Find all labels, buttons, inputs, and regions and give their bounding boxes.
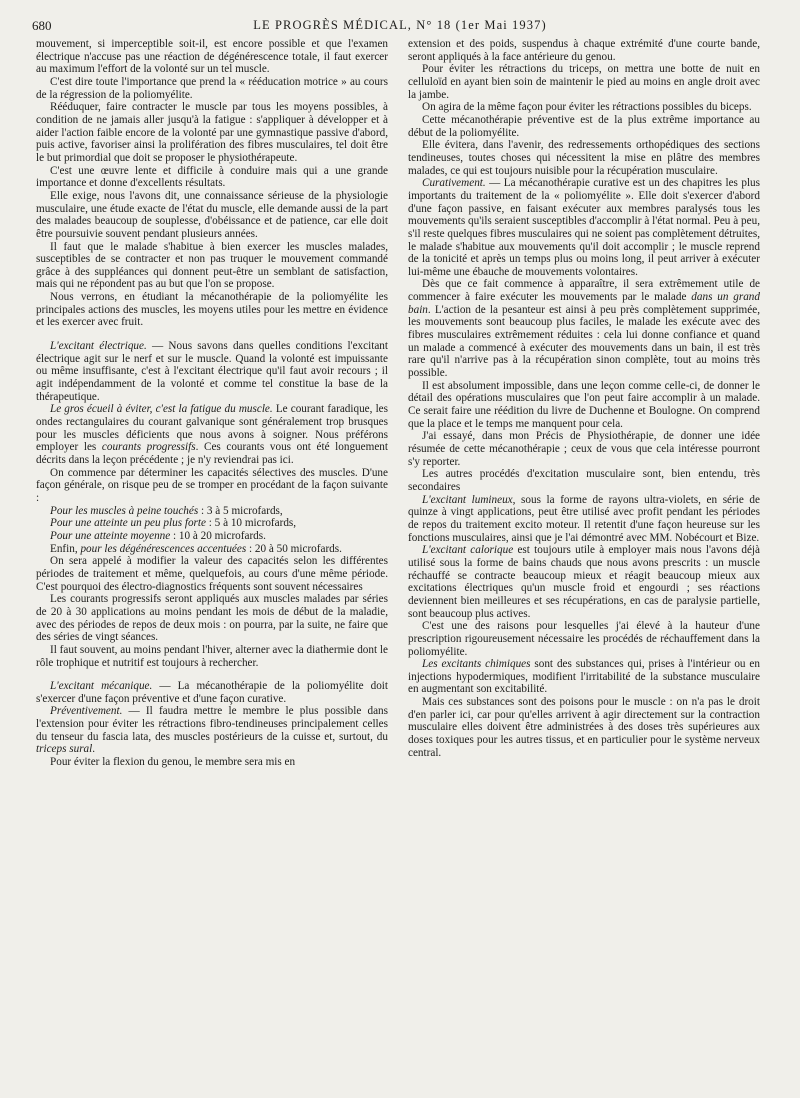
- body-text: : 3 à 5 microfards,: [198, 504, 283, 517]
- paragraph: [36, 756, 388, 769]
- paragraph: [408, 114, 760, 139]
- body-text: — La mécanothérapie de la poliomyélite doit s'exercer d'une façon préventive et d'une façon curative.: [36, 680, 389, 705]
- body-text: — Il faudra mettre le membre le plus possible dans l'extension pour éviter les rétractions fibro-tendineuses principalement celles du tenseur du fascia lata, des muscles postérieurs de la cuisse et, surtout, du: [36, 705, 388, 743]
- italic-text: Curativement.: [422, 177, 486, 190]
- body-text: C'est une œuvre lente et difficile à conduire mais qui a une grande importance et donne d'excellents résultats.: [36, 164, 388, 190]
- body-text: Il est absolument impossible, dans une leçon comme celle-ci, de donner le détail des opérations musculaires que l'on peut faire accomplir à un malade. Ce serait faire une réédition du livre de Duchenne et Boulogne. On comprend que la place et le temps me manquent pour cela.: [408, 379, 760, 430]
- paragraph: [36, 467, 388, 505]
- page-number: 680: [32, 18, 52, 33]
- running-head: LE PROGRÈS MÉDICAL, N° 18 (1er Mai 1937): [253, 18, 547, 32]
- body-text: Il faut que le malade s'habitue à bien exercer les muscles malades, susceptibles de se contracter et non pas truquer le mouvement commandé grâce à des suppléances qui donnent peut-être un semblant de satisfaction, mais qui ne répondent pas au but que l'on se propose.: [36, 240, 388, 291]
- paragraph: [36, 165, 388, 190]
- body-text: On agira de la même façon pour éviter les rétractions possibles du biceps.: [422, 101, 752, 114]
- paragraph: [408, 430, 760, 468]
- body-text: — La mécanothérapie curative est un des chapitres les plus importants du traitement de la « poliomyélite ». Elle doit s'exercer d'abord d'une façon passive, en faisant exécuter aux membres paralysés tous les mouvements qu'ils seraient susceptibles d'accomplir à l'état normal. Peu à peu, s'il reste quelques fibres musculaires qui ne soient pas complètement détruites, le malade s'habitue aux mouvements qu'il doit accomplir ; le muscle reprend de la tonicité et après un temps plus ou moins long, il peut arriver à exécuter lui-même une ébauche de mouvements volontaires.: [408, 177, 760, 278]
- list-item: [36, 517, 388, 530]
- body-text: Le courant faradique, les ondes rectangulaires du courant galvanique sont généralement trop brusques pour les muscles déficients que nous avons à soigner. Nous préférons employer les: [36, 403, 388, 454]
- body-text: J'ai essayé, dans mon Précis de Physiothérapie, de donner une idée résumée de cette mécanothérapie ; ceux de vous que cela intéresse pourront s'y reporter.: [408, 430, 760, 468]
- italic-text: L'excitant calorique: [422, 544, 514, 557]
- body-text: .: [92, 743, 96, 756]
- body-text: On sera appelé à modifier la valeur des capacités selon les différentes périodes de traitement et même, quelquefois, au cours d'une même période. C'est pourquoi des électro-diagnostics fréquents sont souvent nécessaires: [36, 555, 388, 593]
- paragraph: [408, 544, 760, 620]
- paragraph: [36, 291, 388, 329]
- paragraph: [408, 177, 760, 278]
- body-text: Pour éviter la flexion du genou, le membre sera mis en: [50, 756, 296, 769]
- paragraph: [408, 468, 760, 493]
- paragraph: [408, 63, 760, 101]
- italic-text: Le gros écueil à éviter, c'est la fatigue du muscle.: [50, 403, 273, 416]
- body-text: Les courants progressifs seront appliqués aux muscles malades par séries de 20 à 30 applications au moins pendant les mois de début de la maladie, avec des périodes de repos de deux mois : on pourra, par la suite, ne faire que des séries de vingt séances.: [36, 593, 388, 644]
- body-text: . Ces courants vous ont été longuement décrits dans la leçon précédente ; je n'y reviendrai pas ici.: [36, 441, 388, 466]
- italic-text: Pour les muscles à peine touchés: [50, 504, 199, 517]
- body-text: . L'action de la pesanteur est ainsi à peu près complètement supprimée, les mouvements sont beaucoup plus faciles, le malade les exécute avec des fibres musculaires extrêmement réduites : cela lui donne confiance et quand un malade a commencé à exécuter des mouvements dans un bain, il est très rare qu'il n'arrive pas à la récupération sinon complète, tout au moins très possible.: [408, 303, 760, 380]
- body-text: mouvement, si imperceptible soit-il, est encore possible et que l'examen électrique n'accuse pas une réaction de dégénérescence totale, il faut exercer au maximum l'effort de la volonté sur un tel muscle.: [36, 38, 388, 76]
- body-text: sont des substances qui, prises à l'intérieur ou en injections hypodermiques, modifient l'irritabilité de la substance musculaire en augmentant son excitabilité.: [408, 658, 760, 696]
- body-text: : 10 à 20 microfards.: [170, 529, 266, 542]
- body-text: Nous verrons, en étudiant la mécanothérapie de la poliomyélite les principales actions des muscles, les moyens utiles pour les mettre en évidence et les exercer avec fruit.: [36, 291, 388, 329]
- italic-text: dans un grand bain: [408, 291, 760, 316]
- paragraph: [36, 555, 388, 593]
- paragraph: [408, 620, 760, 658]
- body-text: C'est une des raisons pour lesquelles j'ai élevé à la hauteur d'une prescription rigoureusement nécessaire les procédés de réchauffement dans la poliomyélite.: [408, 620, 760, 658]
- body-text: : 20 à 50 microfards.: [246, 542, 342, 555]
- paragraph: [36, 705, 388, 756]
- body-text: On commence par déterminer les capacités sélectives des muscles. D'une façon générale, on risque peu de se tromper en procédant de la façon suivante :: [36, 466, 388, 504]
- italic-text: Pour une atteinte un peu plus forte: [50, 517, 206, 530]
- body-text: C'est dire toute l'importance que prend la « rééducation motrice » au cours de la régression de la poliomyélite.: [36, 75, 388, 101]
- list-item: [36, 505, 388, 518]
- paragraph: [408, 494, 760, 545]
- paragraph: [408, 380, 760, 431]
- paragraph: [36, 403, 388, 466]
- body-text: Enfin,: [50, 542, 81, 555]
- paragraph: [36, 543, 388, 556]
- body-text: Mais ces substances sont des poisons pour le muscle : on n'a pas le droit d'en parler ici, car pour qu'elles arrivent à agir directement sur la contraction musculaire elles doivent être administrées à des doses très supérieures aux doses toxiques pour les autres tissus, et en particulier pour le système nerveux central.: [408, 696, 760, 759]
- paragraph: [36, 241, 388, 292]
- paragraph: [408, 658, 760, 696]
- paragraph: [36, 190, 388, 241]
- italic-text: Les excitants chimiques: [422, 658, 531, 671]
- paragraph: [36, 340, 388, 403]
- paragraph: [408, 278, 760, 379]
- paragraph: [408, 38, 760, 63]
- body-text: Il faut souvent, au moins pendant l'hiver, alterner avec la diathermie dont le rôle trophique et nutritif est toujours à rechercher.: [36, 643, 388, 669]
- italic-text: Préventivement.: [50, 705, 123, 718]
- paragraph: [36, 76, 388, 101]
- italic-text: L'excitant mécanique.: [50, 680, 153, 693]
- body-text: Pour éviter les rétractions du triceps, on mettra une botte de nuit en celluloïd en ayant bien soin de maintenir le pied au moins en angle droit avec la jambe.: [408, 63, 760, 101]
- paragraph: [408, 696, 760, 759]
- paragraph: [36, 644, 388, 669]
- page-header: [0, 18, 800, 34]
- body-text: : 5 à 10 microfards,: [205, 517, 297, 530]
- body-text: Rééduquer, faire contracter le muscle par tous les moyens possibles, à condition de ne jamais aller jusqu'à la fatigue : s'appliquer à développer et à aider l'action faible encore de la volonté par une gymnastique passive d'abord, puis active, favoriser ainsi la prolifération des fibres musculaires, tel doit être le but primordial que doit se proposer le physiothérapeute.: [36, 101, 388, 164]
- body-text: Dès que ce fait commence à apparaître, il sera extrêmement utile de commencer à faire exécuter les mouvements par le malade: [408, 278, 760, 304]
- body-text: Cette mécanothérapie préventive est de la plus extrême importance au début de la poliomyélite.: [408, 113, 760, 139]
- paragraph: [408, 101, 760, 114]
- paragraph: [36, 38, 388, 76]
- list-item: [36, 530, 388, 543]
- italic-text: L'excitant lumineux,: [422, 493, 516, 506]
- italic-text: L'excitant électrique.: [50, 340, 147, 353]
- body-text: est toujours utile à employer mais nous l'avons déjà utilisé sous la forme de bains chauds que nous avons prescrits : un muscle réchauffé se contracte beaucoup mieux et réagit beaucoup mieux aux excitations électriques qu'un muscle froid et engourdi ; ses réactions deviennent bien meilleures et ses récupérations, en cas de paralysie partielle, sont beaucoup plus actives.: [408, 544, 760, 620]
- body-text: Elle exige, nous l'avons dit, une connaissance sérieuse de la physiologie musculaire, une étude exacte de l'état du muscle, elle demande aussi de la part des malades beaucoup de souplesse, d'obéissance et de patience, car elle doit être poursuivie souvent pendant plusieurs années.: [36, 189, 388, 240]
- body-text: Elle évitera, dans l'avenir, des redressements orthopédiques des sections tendineuses, toutes choses qui nécessitent la mise en plâtre des membres malades, ce qui est toujours nuisible pour la récupération musculaire.: [408, 139, 760, 177]
- right-column: [408, 38, 760, 759]
- body-text: extension et des poids, suspendus à chaque extrémité d'une courte bande, seront appliqués à la face antérieure du genou.: [408, 38, 760, 63]
- body-text: Les autres procédés d'excitation musculaire sont, bien entendu, très secondaires: [408, 468, 760, 493]
- italic-text: pour les dégénérescences accentuées: [80, 542, 247, 555]
- body-text: — Nous savons dans quelles conditions l'excitant électrique agit sur le nerf et sur le muscle. Quand la volonté est impuissante ou même insuffisante, c'est à l'excitant électrique qu'il faut avoir recours ; il agit indépendamment de la volonté et comme tel constitue la base de la thérapeutique.: [36, 340, 388, 403]
- italic-text: Pour une atteinte moyenne: [50, 529, 171, 542]
- paragraph: [36, 680, 388, 705]
- body-text: sous la forme de rayons ultra-violets, en série de quinze à vingt applications, peut être utilisé avec profit pendant les périodes de repos du traitement excito moteur. Il retentit d'une façon heureuse sur les fonctions musculaires, ainsi que je l'ai démontré avec MM. Nobécourt et Bize.: [408, 493, 760, 544]
- left-column: [36, 38, 388, 769]
- paragraph: [36, 593, 388, 644]
- italic-text: courants progressifs: [101, 441, 196, 454]
- paragraph: [408, 139, 760, 177]
- paragraph: [36, 101, 388, 164]
- italic-text: triceps sural: [36, 743, 93, 756]
